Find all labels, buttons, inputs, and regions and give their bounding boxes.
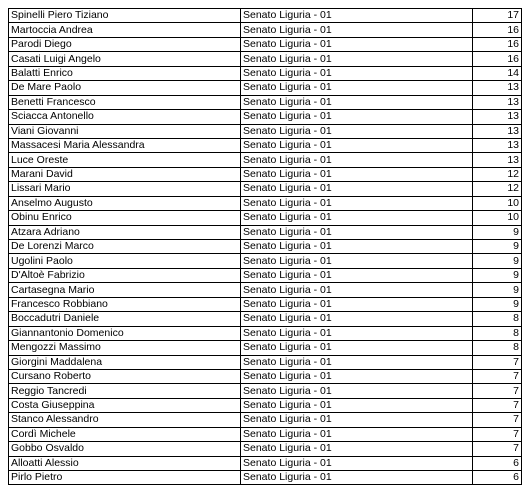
table-row (9, 211, 522, 225)
candidate-name-cell: Pirlo Pietro (9, 471, 241, 485)
votes-cell: 9 (473, 225, 522, 239)
candidate-name-cell: Spinelli Piero Tiziano (9, 9, 241, 23)
table-row (9, 413, 522, 427)
college-cell: Senato Liguria - 01 (241, 23, 473, 37)
candidate-name-cell: Martoccia Andrea (9, 23, 241, 37)
table-row (9, 23, 522, 37)
college-cell: Senato Liguria - 01 (241, 211, 473, 225)
votes-cell: 12 (473, 182, 522, 196)
college-cell: Senato Liguria - 01 (241, 138, 473, 152)
candidate-name-cell: Benetti Francesco (9, 95, 241, 109)
votes-cell: 10 (473, 211, 522, 225)
candidate-name-cell: Atzara Adriano (9, 225, 241, 239)
table-row (9, 456, 522, 470)
table-row (9, 297, 522, 311)
table-row (9, 37, 522, 51)
candidate-name-cell: Luce Oreste (9, 153, 241, 167)
college-cell: Senato Liguria - 01 (241, 456, 473, 470)
votes-cell: 7 (473, 398, 522, 412)
candidate-name-cell: Massacesi Maria Alessandra (9, 138, 241, 152)
candidate-name-cell: Costa Giuseppina (9, 398, 241, 412)
candidate-name-cell: Ugolini Paolo (9, 254, 241, 268)
candidate-name-cell: Marani David (9, 167, 241, 181)
table-row (9, 225, 522, 239)
votes-cell: 7 (473, 427, 522, 441)
college-cell: Senato Liguria - 01 (241, 442, 473, 456)
table-row (9, 369, 522, 383)
votes-cell: 9 (473, 240, 522, 254)
candidate-name-cell: Lissari Mario (9, 182, 241, 196)
votes-cell: 13 (473, 138, 522, 152)
college-cell: Senato Liguria - 01 (241, 254, 473, 268)
candidate-name-cell: D'Altoè Fabrizio (9, 268, 241, 282)
candidate-name-cell: Casati Luigi Angelo (9, 52, 241, 66)
college-cell: Senato Liguria - 01 (241, 182, 473, 196)
votes-cell: 7 (473, 413, 522, 427)
votes-cell: 8 (473, 312, 522, 326)
votes-cell: 9 (473, 254, 522, 268)
college-cell: Senato Liguria - 01 (241, 398, 473, 412)
candidate-name-cell: Obinu Enrico (9, 211, 241, 225)
table-row (9, 427, 522, 441)
votes-cell: 7 (473, 384, 522, 398)
candidate-name-cell: Sciacca Antonello (9, 110, 241, 124)
table-row (9, 341, 522, 355)
candidate-name-cell: Cursano Roberto (9, 369, 241, 383)
candidate-name-cell: Anselmo Augusto (9, 196, 241, 210)
candidate-name-cell: Giannantonio Domenico (9, 326, 241, 340)
candidate-name-cell: Alloatti Alessio (9, 456, 241, 470)
votes-cell: 10 (473, 196, 522, 210)
college-cell: Senato Liguria - 01 (241, 167, 473, 181)
college-cell: Senato Liguria - 01 (241, 196, 473, 210)
college-cell: Senato Liguria - 01 (241, 369, 473, 383)
votes-cell: 7 (473, 369, 522, 383)
college-cell: Senato Liguria - 01 (241, 240, 473, 254)
college-cell: Senato Liguria - 01 (241, 66, 473, 80)
votes-cell: 13 (473, 124, 522, 138)
college-cell: Senato Liguria - 01 (241, 427, 473, 441)
candidate-name-cell: Stanco Alessandro (9, 413, 241, 427)
votes-cell: 13 (473, 153, 522, 167)
college-cell: Senato Liguria - 01 (241, 153, 473, 167)
table-row (9, 138, 522, 152)
college-cell: Senato Liguria - 01 (241, 355, 473, 369)
votes-cell: 9 (473, 297, 522, 311)
results-table (8, 8, 522, 485)
candidate-name-cell: Cartasegna Mario (9, 283, 241, 297)
votes-cell: 16 (473, 52, 522, 66)
votes-cell: 16 (473, 37, 522, 51)
votes-cell: 9 (473, 268, 522, 282)
candidate-name-cell: Reggio Tancredi (9, 384, 241, 398)
table-row (9, 326, 522, 340)
table-row (9, 312, 522, 326)
college-cell: Senato Liguria - 01 (241, 37, 473, 51)
table-row (9, 196, 522, 210)
candidate-name-cell: Giorgini Maddalena (9, 355, 241, 369)
college-cell: Senato Liguria - 01 (241, 95, 473, 109)
college-cell: Senato Liguria - 01 (241, 9, 473, 23)
candidate-name-cell: Mengozzi Massimo (9, 341, 241, 355)
table-row (9, 167, 522, 181)
college-cell: Senato Liguria - 01 (241, 326, 473, 340)
college-cell: Senato Liguria - 01 (241, 124, 473, 138)
table-row (9, 52, 522, 66)
college-cell: Senato Liguria - 01 (241, 413, 473, 427)
table-row (9, 66, 522, 80)
college-cell: Senato Liguria - 01 (241, 268, 473, 282)
table-row (9, 442, 522, 456)
candidate-name-cell: Gobbo Osvaldo (9, 442, 241, 456)
votes-cell: 14 (473, 66, 522, 80)
table-row (9, 355, 522, 369)
college-cell: Senato Liguria - 01 (241, 110, 473, 124)
table-row (9, 283, 522, 297)
candidate-name-cell: Boccadutri Daniele (9, 312, 241, 326)
candidate-name-cell: Balatti Enrico (9, 66, 241, 80)
votes-cell: 16 (473, 23, 522, 37)
college-cell: Senato Liguria - 01 (241, 52, 473, 66)
college-cell: Senato Liguria - 01 (241, 312, 473, 326)
college-cell: Senato Liguria - 01 (241, 384, 473, 398)
table-row (9, 124, 522, 138)
table-row (9, 81, 522, 95)
college-cell: Senato Liguria - 01 (241, 297, 473, 311)
table-row (9, 384, 522, 398)
table-row (9, 9, 522, 23)
votes-cell: 8 (473, 341, 522, 355)
votes-cell: 8 (473, 326, 522, 340)
table-row (9, 182, 522, 196)
votes-cell: 17 (473, 9, 522, 23)
candidate-name-cell: Francesco Robbiano (9, 297, 241, 311)
votes-cell: 7 (473, 355, 522, 369)
candidate-name-cell: Viani Giovanni (9, 124, 241, 138)
votes-cell: 13 (473, 95, 522, 109)
table-row (9, 471, 522, 485)
votes-cell: 9 (473, 283, 522, 297)
candidate-name-cell: De Lorenzi Marco (9, 240, 241, 254)
table-row (9, 254, 522, 268)
votes-cell: 12 (473, 167, 522, 181)
candidate-name-cell: Cordì Michele (9, 427, 241, 441)
votes-cell: 6 (473, 471, 522, 485)
candidate-name-cell: De Mare Paolo (9, 81, 241, 95)
table-row (9, 95, 522, 109)
college-cell: Senato Liguria - 01 (241, 471, 473, 485)
table-row (9, 268, 522, 282)
votes-cell: 6 (473, 456, 522, 470)
votes-cell: 7 (473, 442, 522, 456)
results-table-body (9, 9, 522, 485)
college-cell: Senato Liguria - 01 (241, 283, 473, 297)
table-row (9, 240, 522, 254)
candidate-name-cell: Parodi Diego (9, 37, 241, 51)
votes-cell: 13 (473, 81, 522, 95)
college-cell: Senato Liguria - 01 (241, 341, 473, 355)
votes-cell: 13 (473, 110, 522, 124)
table-row (9, 110, 522, 124)
table-row (9, 398, 522, 412)
college-cell: Senato Liguria - 01 (241, 225, 473, 239)
table-row (9, 153, 522, 167)
college-cell: Senato Liguria - 01 (241, 81, 473, 95)
